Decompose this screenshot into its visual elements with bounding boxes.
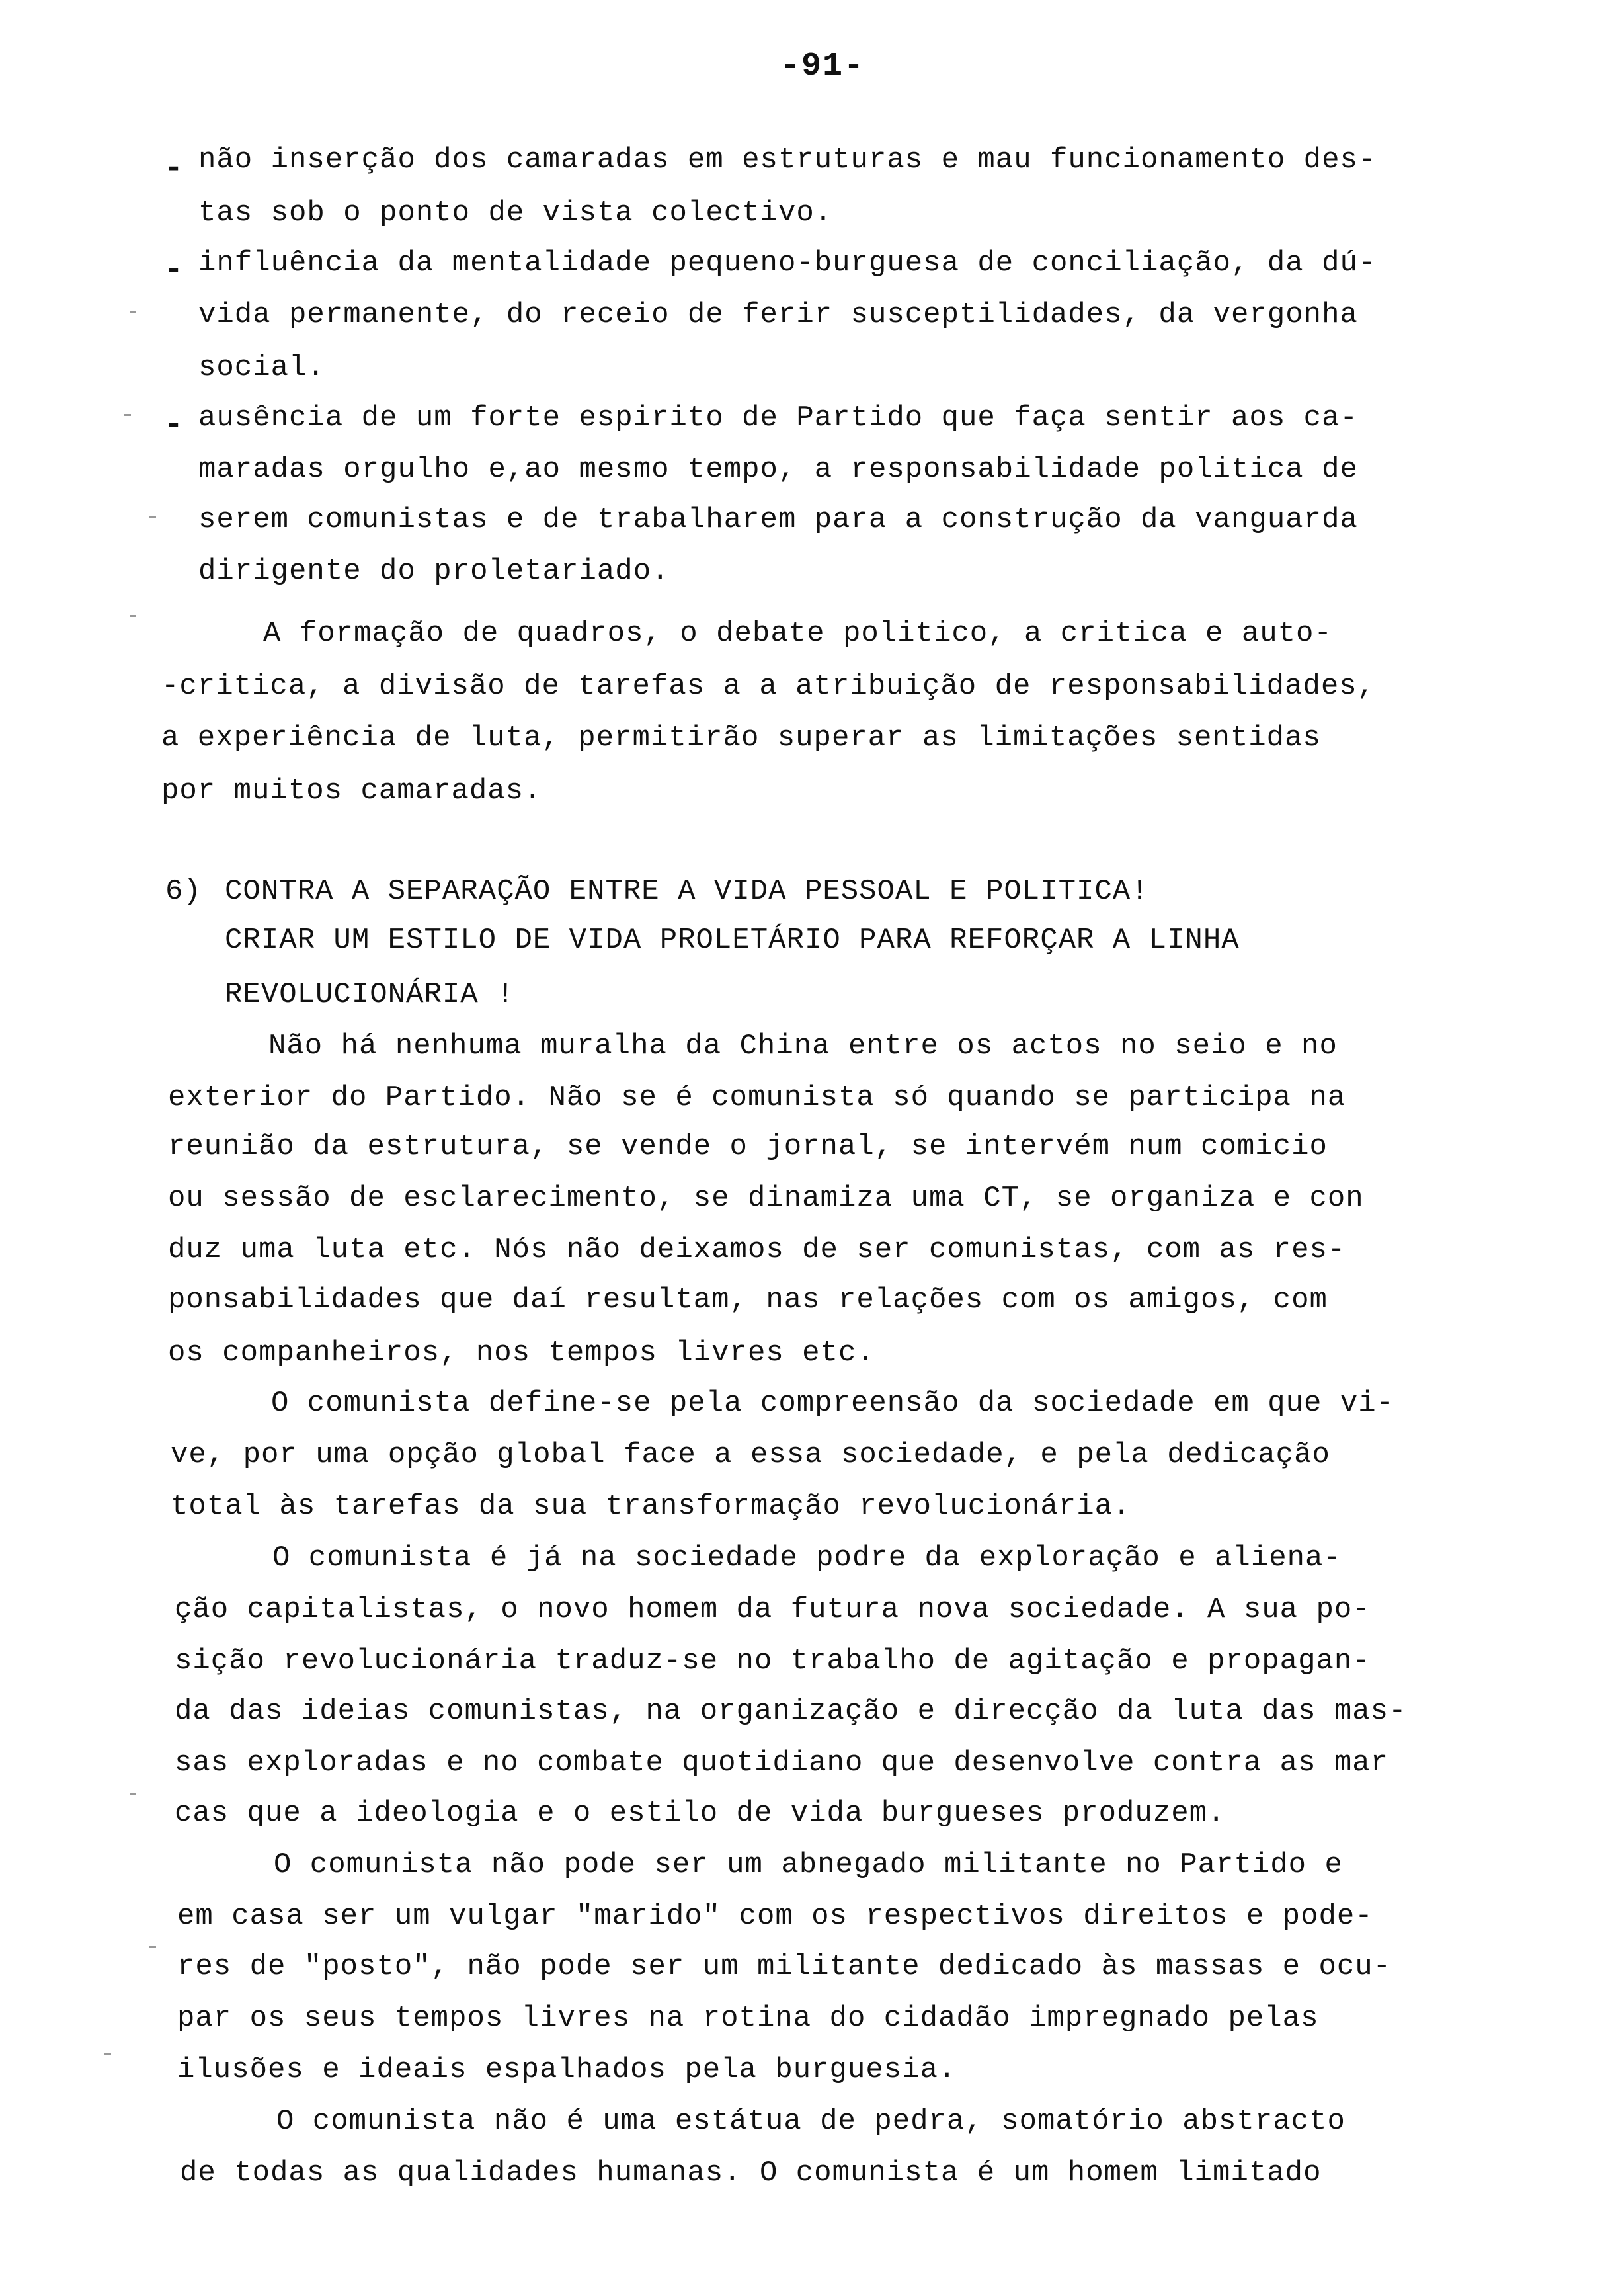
scan-mark <box>130 1793 136 1795</box>
bullet-1-line-1: não inserção dos camaradas em estruturas e mau funcionamento des- <box>198 144 1377 177</box>
scan-mark <box>130 615 136 617</box>
paragraph-line: ou sessão de esclarecimento, se dinamiza uma CT, se organiza e con <box>168 1182 1364 1215</box>
bullet-3-line-1: ausência de um forte espirito de Partido que faça sentir aos ca- <box>198 401 1358 434</box>
scan-mark <box>149 1946 156 1948</box>
paragraph-line: O comunista não pode ser um abnegado militante no Partido e <box>274 1848 1343 1881</box>
paragraph-line: res de "posto", não pode ser um militante dedicado às massas e ocu- <box>177 1950 1392 1983</box>
scan-mark <box>149 516 156 518</box>
bullet-dash-3: - <box>164 407 183 443</box>
paragraph-line: O comunista é já na sociedade podre da exploração e aliena- <box>272 1541 1342 1575</box>
bullet-dash-2: - <box>164 253 183 288</box>
bullet-2-line-1: influência da mentalidade pequeno-burguesa de conciliação, da dú- <box>198 247 1377 280</box>
paragraph-line: exterior do Partido. Não se é comunista só quando se participa na <box>168 1081 1346 1114</box>
paragraph-line: ponsabilidades que daí resultam, nas relações com os amigos, com <box>168 1284 1328 1317</box>
scan-mark <box>130 311 136 313</box>
section-title-line-1: CONTRA A SEPARAÇÃO ENTRE A VIDA PESSOAL E POLITICA! <box>225 875 1149 908</box>
paragraph-line: duz uma luta etc. Nós não deixamos de ser comunistas, com as res- <box>168 1233 1346 1266</box>
bullet-2-line-2: vida permanente, do receio de ferir susceptilidades, da vergonha <box>198 298 1358 331</box>
paragraph-line: A formação de quadros, o debate politico, a critica e auto- <box>263 617 1332 650</box>
paragraph-line: total às tarefas da sua transformação revolucionária. <box>171 1490 1131 1523</box>
paragraph-line: -critica, a divisão de tarefas a a atribuição de responsabilidades, <box>161 670 1376 703</box>
paragraph-line: a experiência de luta, permitirão superar as limitações sentidas <box>161 721 1321 755</box>
page-number: -91- <box>780 48 865 85</box>
paragraph-line: cas que a ideologia e o estilo de vida burgueses produzem. <box>175 1797 1226 1830</box>
paragraph-line: ve, por uma opção global face a essa sociedade, e pela dedicação <box>171 1438 1330 1471</box>
paragraph-line: sição revolucionária traduz-se no trabalho de agitação e propagan- <box>175 1645 1371 1678</box>
paragraph-line: ção capitalistas, o novo homem da futura nova sociedade. A sua po- <box>175 1593 1371 1626</box>
paragraph-line: par os seus tempos livres na rotina do cidadão impregnado pelas <box>177 2002 1319 2035</box>
paragraph-line: os companheiros, nos tempos livres etc. <box>168 1336 875 1370</box>
paragraph-line: Não há nenhuma muralha da China entre os actos no seio e no <box>268 1030 1338 1063</box>
paragraph-line: O comunista não é uma estátua de pedra, somatório abstracto <box>276 2105 1346 2138</box>
paragraph-line: de todas as qualidades humanas. O comunista é um homem limitado <box>180 2156 1322 2190</box>
paragraph-line: sas exploradas e no combate quotidiano que desenvolve contra as mar <box>175 1746 1389 1780</box>
paragraph-line: em casa ser um vulgar "marido" com os respectivos direitos e pode- <box>177 1900 1373 1933</box>
section-title-line-3: REVOLUCIONÁRIA ! <box>225 978 515 1011</box>
paragraph-line: por muitos camaradas. <box>161 774 542 807</box>
bullet-1-line-2: tas sob o ponto de vista colectivo. <box>198 196 833 229</box>
paragraph-line: O comunista define-se pela compreensão da sociedade em que vi- <box>271 1387 1395 1420</box>
paragraph-line: da das ideias comunistas, na organização e direcção da luta das mas- <box>175 1695 1407 1728</box>
bullet-dash-1: - <box>164 151 183 186</box>
scan-mark <box>104 2053 111 2055</box>
bullet-3-line-2: maradas orgulho e,ao mesmo tempo, a responsabilidade politica de <box>198 453 1358 486</box>
section-title-line-2: CRIAR UM ESTILO DE VIDA PROLETÁRIO PARA REFORÇAR A LINHA <box>225 924 1240 957</box>
scan-mark <box>124 414 131 416</box>
bullet-2-line-3: social. <box>198 351 325 384</box>
paragraph-line: ilusões e ideais espalhados pela burguesia. <box>177 2053 957 2086</box>
paragraph-line: reunião da estrutura, se vende o jornal, se intervém num comicio <box>168 1130 1328 1163</box>
bullet-3-line-3: serem comunistas e de trabalharem para a construção da vanguarda <box>198 503 1358 536</box>
section-number: 6) <box>165 875 202 908</box>
bullet-3-line-4: dirigente do proletariado. <box>198 555 670 588</box>
